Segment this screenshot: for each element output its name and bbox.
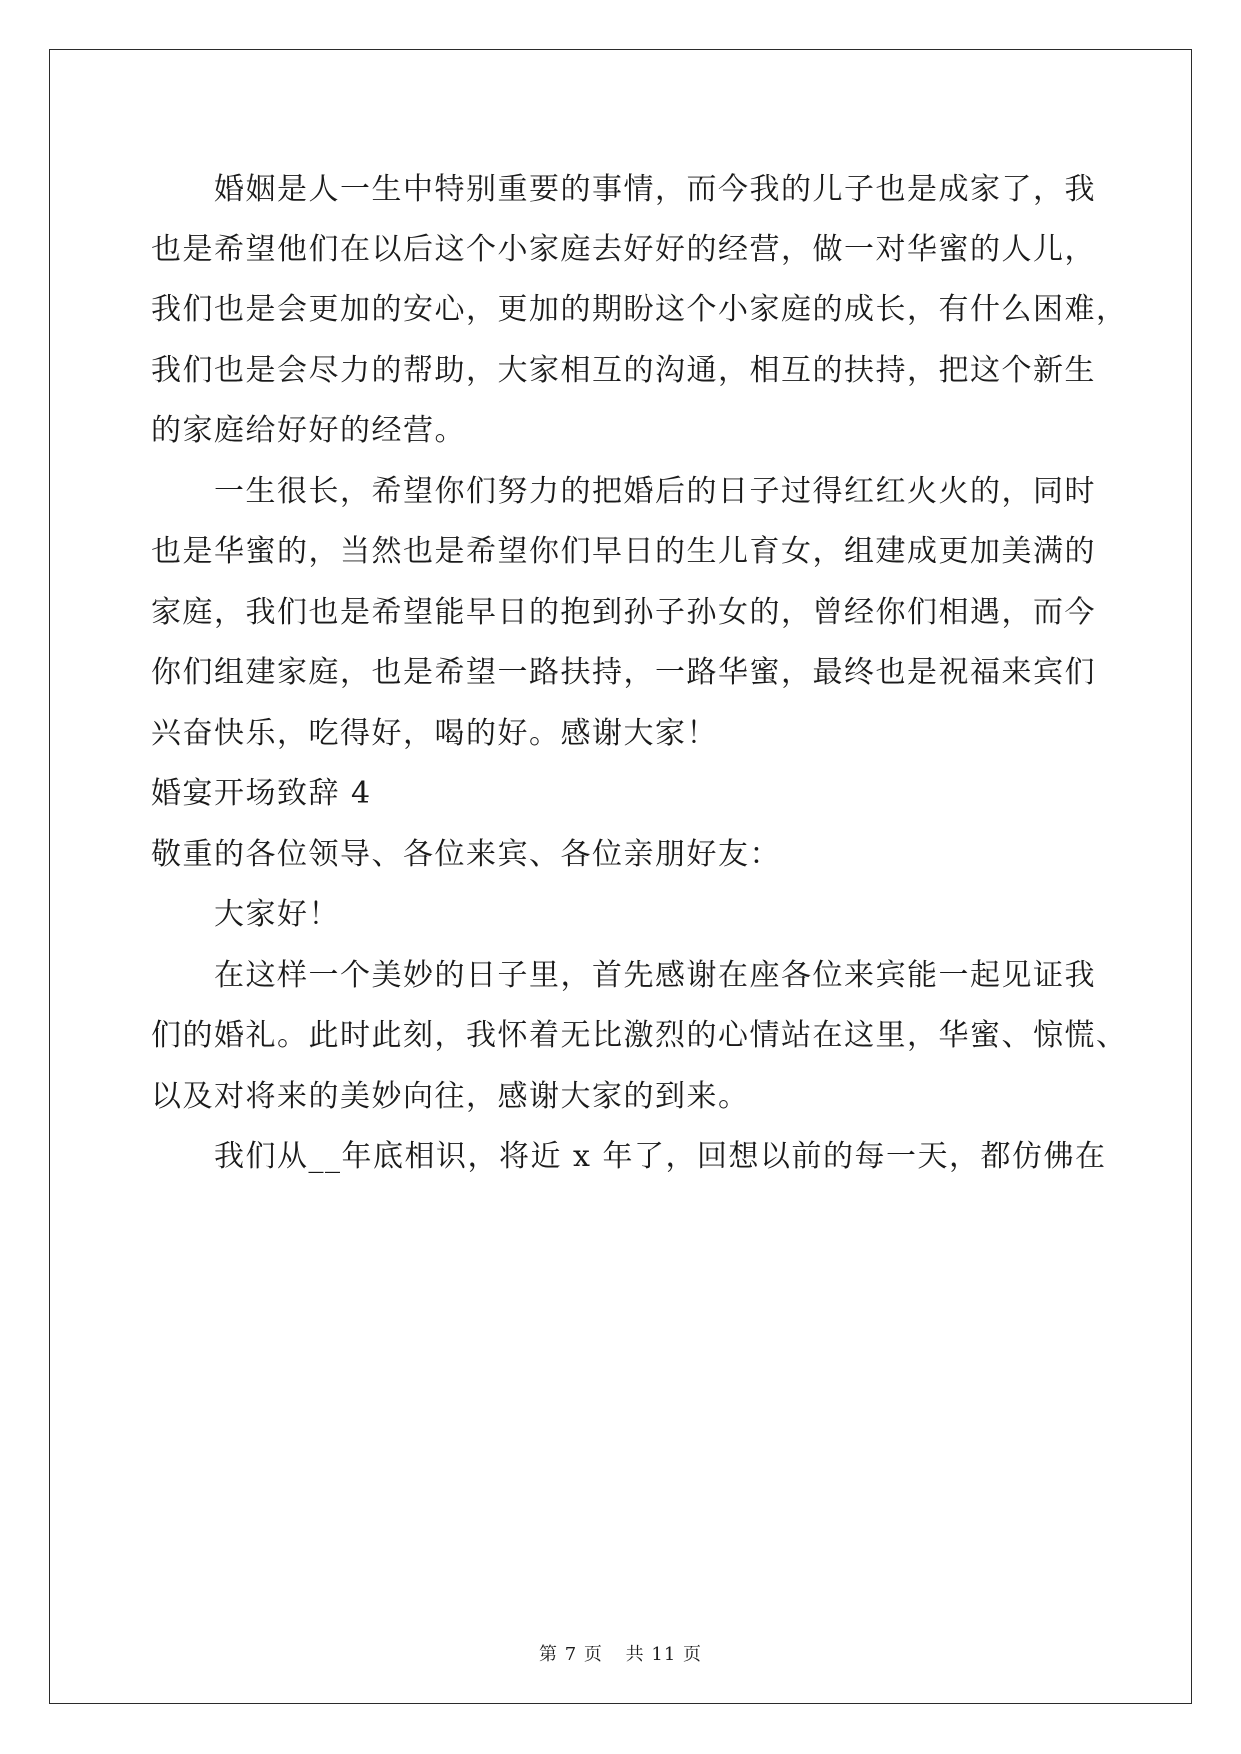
text-line: 我们也是会尽力的帮助，大家相互的沟通，相互的扶持，把这个新生 [151,353,1096,388]
text-line: 我们从__年底相识，将近 x 年了，回想以前的每一天，都仿佛在 [214,1139,1107,1174]
text-line: 的家庭给好好的经营。 [151,413,466,448]
page-total: 共 11 页 [625,1644,702,1665]
text-line: 你们组建家庭，也是希望一路扶持，一路华蜜，最终也是祝福来宾们 [151,655,1096,690]
salutation: 敬重的各位领导、各位来宾、各位亲朋好友： [151,837,781,872]
text-line: 家庭，我们也是希望能早日的抱到孙子孙女的，曾经你们相遇，而今 [151,595,1096,630]
greeting: 大家好！ [214,897,340,932]
text-line: 兴奋快乐，吃得好，喝的好。感谢大家！ [151,716,718,751]
text-line: 婚姻是人一生中特别重要的事情，而今我的儿子也是成家了，我 [214,172,1096,207]
text-line: 们的婚礼。此时此刻，我怀着无比激烈的心情站在这里，华蜜、惊慌、 [151,1018,1128,1053]
text-line: 在这样一个美妙的日子里，首先感谢在座各位来宾能一起见证我 [214,958,1096,993]
text-line: 也是华蜜的，当然也是希望你们早日的生儿育女，组建成更加美满的 [151,534,1096,569]
page-number: 第 7 页 [539,1644,603,1665]
text-line: 我们也是会更加的安心，更加的期盼这个小家庭的成长，有什么困难， [151,292,1128,327]
text-line: 一生很长，希望你们努力的把婚后的日子过得红红火火的，同时 [214,474,1096,509]
page-footer [0,1643,1241,1667]
text-line: 也是希望他们在以后这个小家庭去好好的经营，做一对华蜜的人儿， [151,232,1096,267]
text-line: 以及对将来的美妙向往，感谢大家的到来。 [151,1079,750,1114]
section-heading: 婚宴开场致辞 4 [151,776,372,811]
